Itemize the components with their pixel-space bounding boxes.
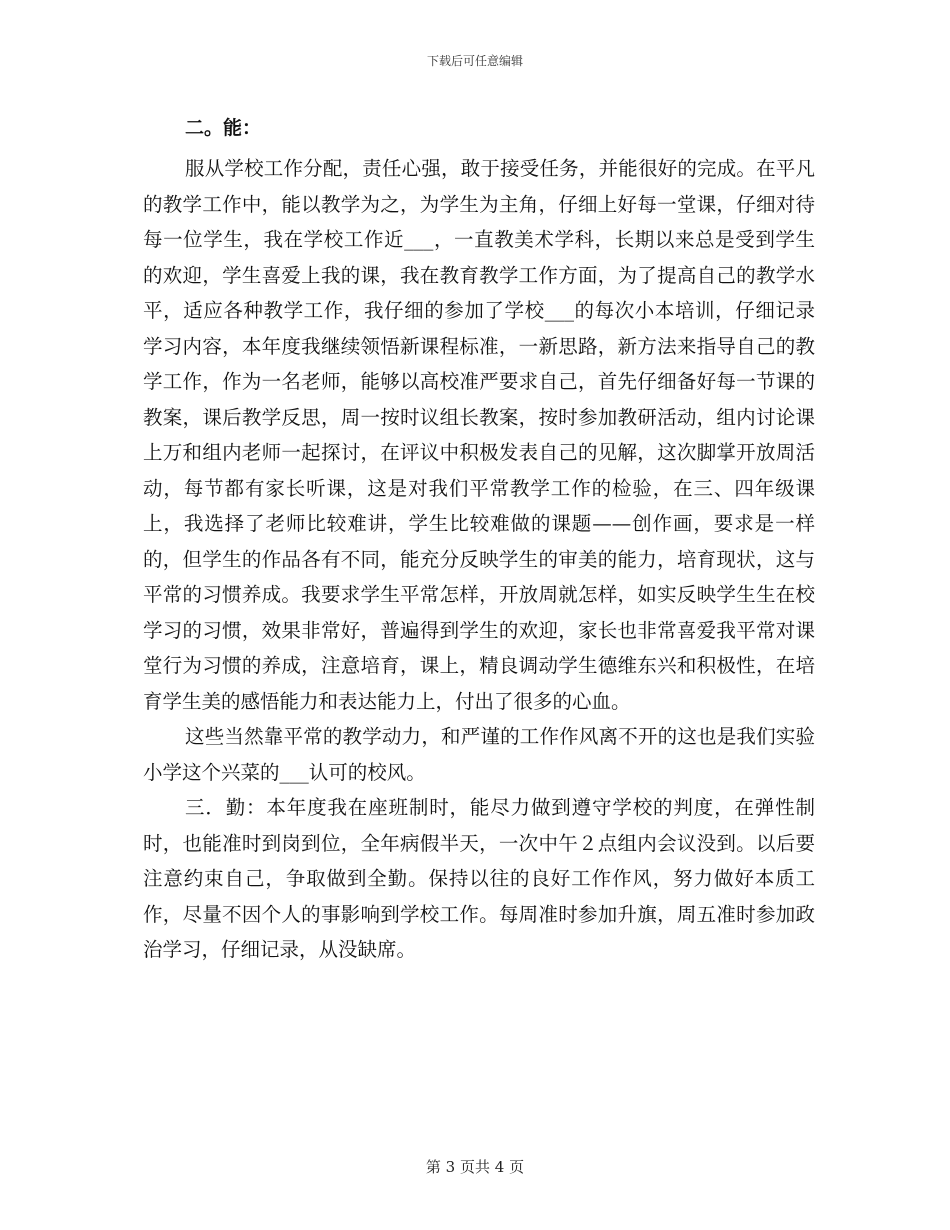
document-body: [143, 110, 815, 968]
page-number: 第 3 页共 4 页: [425, 1158, 525, 1176]
section-heading: 二。能：: [185, 117, 262, 139]
page-header: 下载后可任意编辑: [426, 54, 523, 68]
paragraph-diligence: 三．勤：本年度我在座班制时，能尽力做到遵守学校的判度，在弹性制时，也能准时到岗到位，全年病假半天，一次中午２点组内会议没到。以后要注意约束自己，争取做到全勤。保持以往的良好工作作风，努力做好本质工作，尽量不因个人的事影响到学校工作。每周准时参加升旗，周五准时参加政治学习，仔细记录，从没缺席。: [143, 796, 815, 961]
paragraph-school-spirit: 这些当然靠平常的教学动力，和严谨的工作作风离不开的这也是我们实验小学这个兴菜的___认可的校风。: [143, 725, 815, 784]
paragraph-ability: 服从学校工作分配，责任心强，敢于接受任务，并能很好的完成。在平凡的教学工作中，能以教学为之，为学生为主角，仔细上好每一堂课，仔细对待每一位学生，我在学校工作近___，一直教美术学科，长期以来总是受到学生的欢迎，学生喜爱上我的课，我在教育教学工作方面，为了提高自己的教学水平，适应各种教学工作，我仔细的参加了学校___的每次小本培训，仔细记录学习内容，本年度我继续领悟新课程标准，一新思路，新方法来指导自己的教学工作，作为一名老师，能够以高校准严要求自己，首先仔细备好每一节课的教案，课后教学反思，周一按时议组长教案，按时参加教研活动，组内讨论课上万和组内老师一起探讨，在评议中积极发表自己的见解，这次脚掌开放周活动，每节都有家长听课，这是对我们平常教学工作的检验，在三、四年级课上，我选择了老师比较难讲，学生比较难做的课题——创作画，要求是一样的，但学生的作品各有不同，能充分反映学生的审美的能力，培育现状，这与平常的习惯养成。我要求学生平常怎样，开放周就怎样，如实反映学生生在校学习的习惯，效果非常好，普遍得到学生的欢迎，家长也非常喜爱我平常对课堂行为习惯的养成，注意培育，课上，精良调动学生德维东兴和积极性，在培育学生美的感悟能力和表达能力上，付出了很多的心血。: [143, 157, 815, 713]
